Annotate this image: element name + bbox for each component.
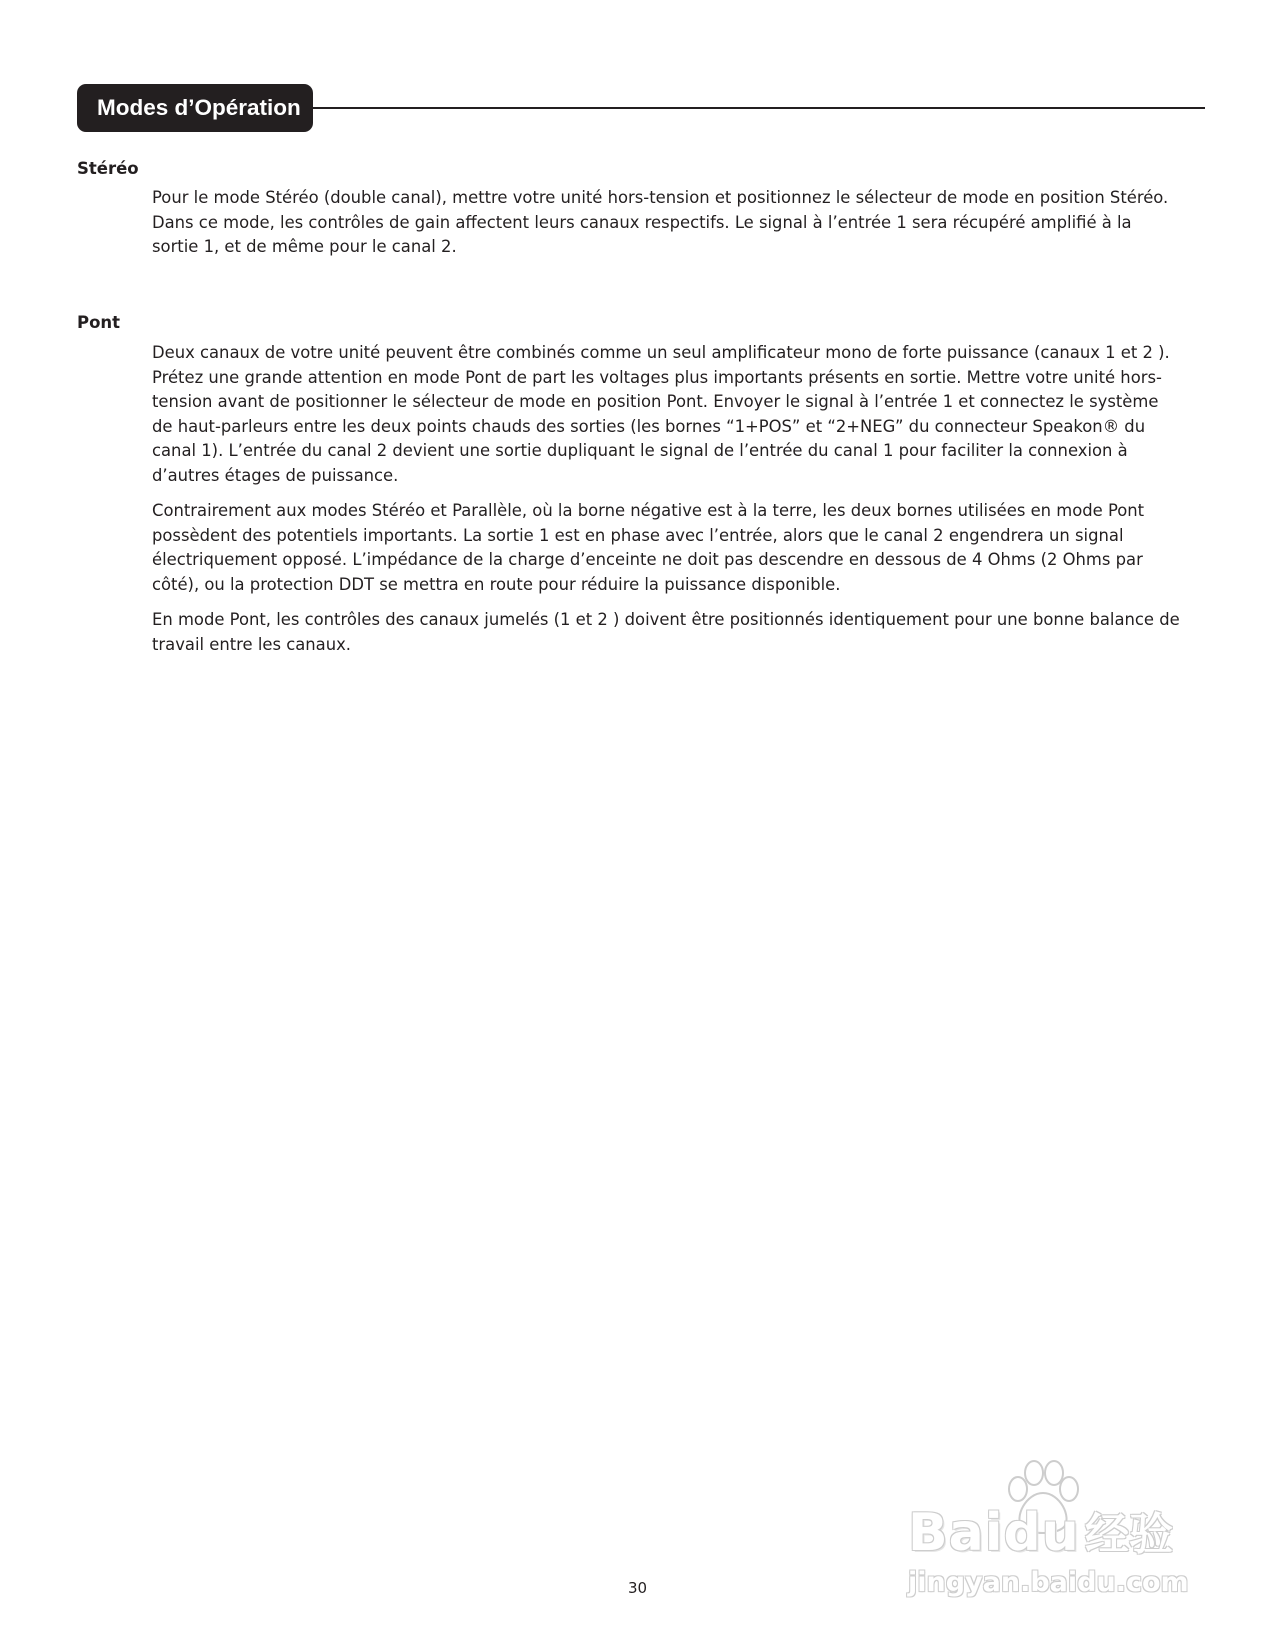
pont-paragraph-3: En mode Pont, les contrôles des canaux jumelés (1 et 2 ) doivent être positionnés identiquement pour une bonne balance de travail entre les canaux. — [152, 610, 1180, 654]
section-header — [77, 84, 1205, 132]
section-title-pont: Pont — [77, 313, 121, 332]
baidu-watermark — [900, 1455, 1200, 1605]
watermark-brand-cn: 经验 — [1085, 1509, 1173, 1560]
stereo-paragraph-1: Pour le mode Stéréo (double canal), mettre votre unité hors-tension et positionnez le sélecteur de mode en position Stéréo. Dans ce mode, les contrôles de gain affectent leurs canaux respectifs. Le signal à l’entrée 1 sera récupéré amplifié à la sortie 1, et de même pour le canal 2. — [152, 188, 1169, 257]
section-title-stereo: Stéréo — [77, 159, 139, 178]
watermark-brand: Baidu — [908, 1503, 1080, 1563]
page-number: 30 — [627, 1579, 648, 1597]
pont-paragraph-2: Contrairement aux modes Stéréo et Parallèle, où la borne négative est à la terre, les deux bornes utilisées en mode Pont possèdent des potentiels importants. La sortie 1 est en phase avec l’entrée, alors que le canal 2 engendrera un signal électriquement opposé. L’impédance de la charge d’enceinte ne doit pas descendre en dessous de 4 Ohms (2 Ohms par côté), ou la protection DDT se mettra en route pour réduire la puissance disponible. — [152, 501, 1145, 594]
header-divider — [297, 107, 1205, 109]
watermark-url: jingyan.baidu.com — [908, 1567, 1189, 1598]
pont-paragraph-1: Deux canaux de votre unité peuvent être combinés comme un seul amplificateur mono de forte puissance (canaux 1 et 2 ). Prétez une grande attention en mode Pont de part les voltages plus importants présents en sortie. Mettre votre unité hors-tension avant de positionner le sélecteur de mode en position Pont. Envoyer le signal à l’entrée 1 et connectez le système de haut-parleurs entre les deux points chauds des sorties (les bornes “1+POS” et “2+NEG” du connecteur Speakon® du canal 1). L’entrée du canal 2 devient une sortie dupliquant le signal de l’entrée du canal 1 pour faciliter la connexion à d’autres étages de puissance. — [152, 343, 1170, 485]
page-title: Modes d’Opération — [77, 84, 313, 132]
